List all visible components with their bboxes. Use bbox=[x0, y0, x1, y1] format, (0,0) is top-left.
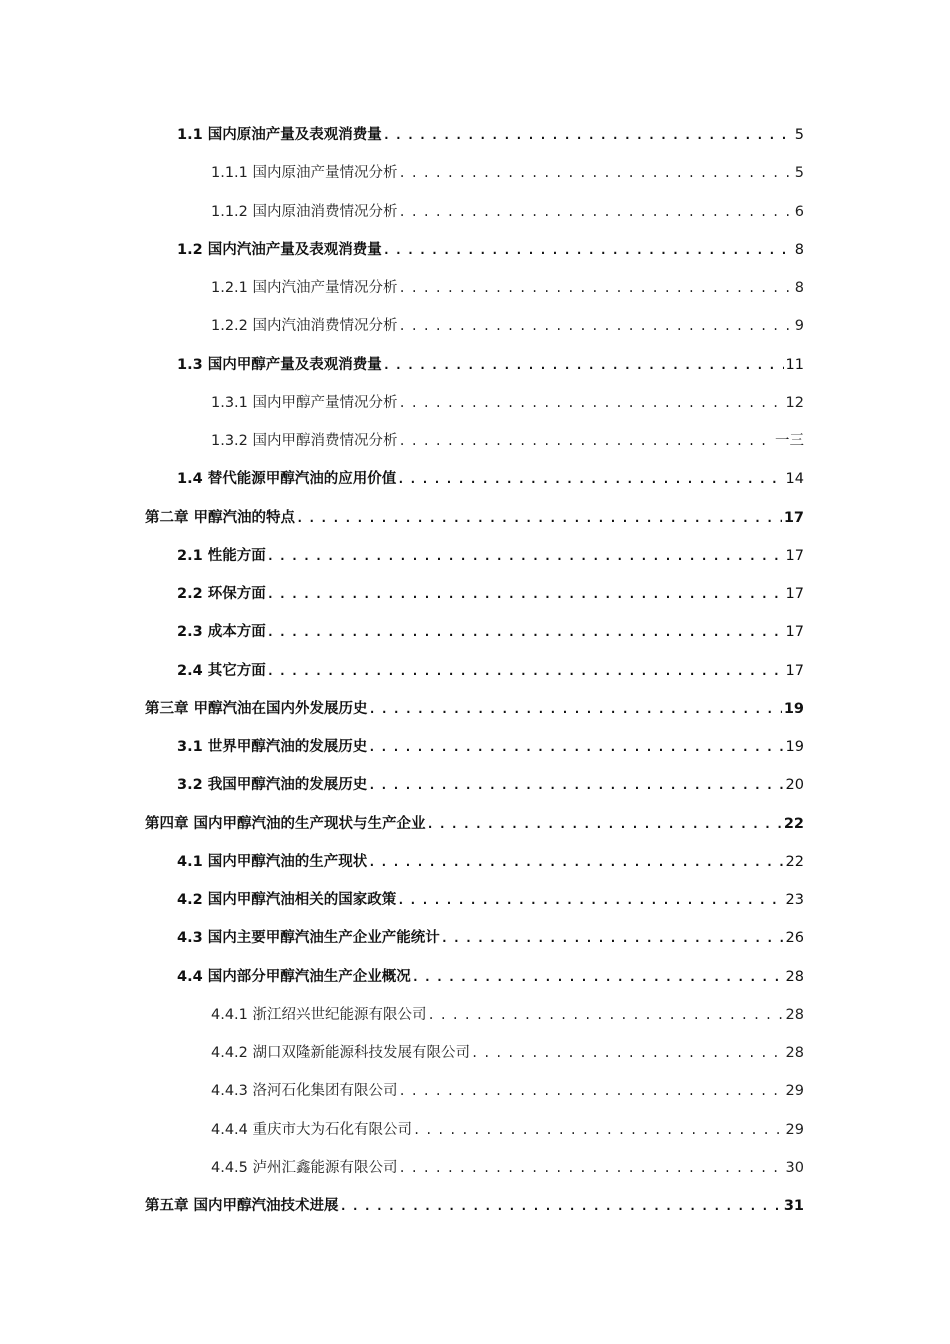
toc-entry-line bbox=[211, 269, 804, 307]
toc-entry[interactable] bbox=[0, 499, 950, 537]
toc-entry-line bbox=[177, 460, 804, 498]
toc-page-number: 23 bbox=[785, 892, 804, 908]
toc-page-number: 5 bbox=[794, 127, 804, 143]
toc-dot-leader bbox=[471, 1034, 784, 1072]
toc-page-number: 17 bbox=[783, 509, 804, 526]
toc-page-number: 5 bbox=[794, 165, 804, 182]
toc-entry-line bbox=[145, 1187, 804, 1225]
toc-entry[interactable] bbox=[0, 269, 950, 307]
toc-entry-title: 4.1 国内甲醇汽油的生产现状 bbox=[177, 853, 368, 870]
toc-entry-title: 1.2 国内汽油产量及表观消费量 bbox=[177, 241, 382, 258]
toc-dot-leader bbox=[413, 1111, 784, 1149]
toc-page-number: 9 bbox=[794, 318, 804, 335]
toc-entry-title: 4.4.1 浙江绍兴世纪能源有限公司 bbox=[211, 1006, 427, 1023]
toc-page-number: 28 bbox=[785, 968, 804, 985]
toc-entry-title: 第二章 甲醇汽油的特点 bbox=[145, 509, 296, 526]
toc-page-number: 8 bbox=[794, 280, 804, 296]
toc-page-number: 28 bbox=[785, 1045, 804, 1061]
toc-entry-line bbox=[177, 652, 804, 690]
toc-dot-leader bbox=[368, 843, 783, 881]
toc-entry[interactable] bbox=[0, 1187, 950, 1225]
toc-page-number: 30 bbox=[785, 1159, 804, 1176]
toc-page-number: 19 bbox=[785, 739, 804, 755]
toc-dot-leader bbox=[399, 384, 784, 422]
toc-entry-title: 3.1 世界甲醇汽油的发展历史 bbox=[177, 739, 368, 755]
toc-entry[interactable] bbox=[0, 919, 950, 957]
toc-entry-line bbox=[177, 881, 804, 919]
toc-entry-title: 第四章 国内甲醇汽油的生产现状与生产企业 bbox=[145, 815, 426, 832]
toc-entry-title: 1.1.1 国内原油产量情况分析 bbox=[211, 165, 398, 182]
toc-entry-line bbox=[211, 154, 804, 192]
toc-page-number: 22 bbox=[783, 815, 804, 832]
toc-entry-title: 1.2.1 国内汽油产量情况分析 bbox=[211, 280, 398, 296]
toc-entry[interactable] bbox=[0, 690, 950, 728]
toc-entry-line bbox=[211, 1149, 804, 1187]
toc-entry-line bbox=[177, 958, 804, 996]
toc-dot-leader bbox=[399, 269, 793, 307]
toc-entry[interactable] bbox=[0, 958, 950, 996]
toc-dot-leader bbox=[399, 1149, 784, 1187]
toc-page-number: 22 bbox=[785, 853, 804, 870]
toc-entry-title: 1.4 替代能源甲醇汽油的应用价值 bbox=[177, 471, 397, 488]
toc-entry-line bbox=[177, 231, 804, 269]
toc-entry-title: 1.3 国内甲醇产量及表观消费量 bbox=[177, 356, 382, 373]
toc-entry[interactable] bbox=[0, 728, 950, 766]
toc-entry[interactable] bbox=[0, 613, 950, 651]
toc-entry-line bbox=[177, 537, 804, 575]
toc-entry-line bbox=[211, 193, 804, 231]
toc-dot-leader bbox=[383, 346, 784, 384]
toc-entry[interactable] bbox=[0, 1072, 950, 1110]
toc-entry-title: 1.2.2 国内汽油消费情况分析 bbox=[211, 318, 398, 335]
toc-page-number: 29 bbox=[785, 1083, 804, 1100]
toc-entry-title: 1.3.1 国内甲醇产量情况分析 bbox=[211, 394, 398, 411]
toc-entry-title: 4.4.2 湖口双隆新能源科技发展有限公司 bbox=[211, 1045, 471, 1061]
toc-entry-line bbox=[211, 1034, 804, 1072]
toc-entry[interactable] bbox=[0, 154, 950, 192]
toc-entry[interactable] bbox=[0, 307, 950, 345]
toc-entry-title: 4.2 国内甲醇汽油相关的国家政策 bbox=[177, 892, 397, 908]
toc-entry-line bbox=[211, 422, 804, 460]
toc-dot-leader bbox=[397, 460, 783, 498]
toc-entry[interactable] bbox=[0, 996, 950, 1034]
toc-dot-leader bbox=[412, 958, 784, 996]
toc-dot-leader bbox=[267, 537, 784, 575]
toc-dot-leader bbox=[441, 919, 784, 957]
toc-entry-line bbox=[177, 766, 804, 804]
toc-entry-line bbox=[145, 805, 804, 843]
toc-entry-title: 4.4.4 重庆市大为石化有限公司 bbox=[211, 1121, 413, 1138]
toc-entry-line bbox=[177, 613, 804, 651]
toc-entry-line bbox=[211, 1111, 804, 1149]
toc-dot-leader bbox=[296, 499, 782, 537]
toc-page-number: 6 bbox=[794, 203, 804, 220]
toc-entry[interactable] bbox=[0, 231, 950, 269]
toc-entry[interactable] bbox=[0, 1111, 950, 1149]
toc-dot-leader bbox=[427, 805, 782, 843]
toc-dot-leader bbox=[383, 116, 793, 154]
toc-entry-line bbox=[177, 346, 804, 384]
toc-page-number: 29 bbox=[785, 1121, 804, 1138]
toc-entry-line bbox=[177, 116, 804, 154]
toc-page-number: 20 bbox=[785, 777, 804, 794]
toc-dot-leader bbox=[428, 996, 784, 1034]
toc-entry-title: 2.2 环保方面 bbox=[177, 586, 266, 602]
toc-entry-title: 第三章 甲醇汽油在国内外发展历史 bbox=[145, 700, 368, 717]
toc-page-number: 14 bbox=[785, 471, 804, 488]
toc-entry-line bbox=[177, 575, 804, 613]
toc-dot-leader bbox=[383, 231, 793, 269]
toc-entry-title: 2.3 成本方面 bbox=[177, 624, 266, 641]
toc-entry-title: 第五章 国内甲醇汽油技术进展 bbox=[145, 1198, 339, 1214]
toc-page-number: 8 bbox=[794, 241, 804, 258]
toc-entry[interactable] bbox=[0, 422, 950, 460]
toc-dot-leader bbox=[399, 193, 793, 231]
toc-page-number: 26 bbox=[785, 930, 804, 947]
toc-dot-leader bbox=[368, 728, 783, 766]
toc-entry[interactable] bbox=[0, 1034, 950, 1072]
toc-entry-line bbox=[211, 996, 804, 1034]
toc-entry-title: 1.3.2 国内甲醇消费情况分析 bbox=[211, 433, 398, 449]
toc-entry-title: 4.4.3 洛河石化集团有限公司 bbox=[211, 1083, 398, 1100]
toc-dot-leader bbox=[267, 613, 784, 651]
toc-entry-line bbox=[145, 690, 804, 728]
toc-dot-leader bbox=[368, 766, 783, 804]
toc-entry[interactable] bbox=[0, 843, 950, 881]
toc-entry[interactable] bbox=[0, 805, 950, 843]
toc-entry-line bbox=[211, 307, 804, 345]
toc-entry-line bbox=[211, 1072, 804, 1110]
toc-page-number: 17 bbox=[785, 624, 804, 641]
toc-entry-line bbox=[145, 499, 804, 537]
toc-dot-leader bbox=[399, 154, 793, 192]
toc-dot-leader bbox=[399, 422, 773, 460]
toc-dot-leader bbox=[267, 652, 784, 690]
toc-page-number: 17 bbox=[785, 586, 804, 602]
toc-page-number: 19 bbox=[783, 700, 804, 717]
toc-dot-leader bbox=[369, 690, 782, 728]
toc-entry-title: 1.1 国内原油产量及表观消费量 bbox=[177, 127, 382, 143]
toc-entry[interactable] bbox=[0, 1149, 950, 1187]
toc-page-number: 31 bbox=[783, 1198, 804, 1214]
toc-entry-title: 2.4 其它方面 bbox=[177, 662, 266, 679]
toc-entry[interactable] bbox=[0, 346, 950, 384]
toc-page-number: 一三 bbox=[775, 433, 804, 449]
toc-entry-title: 4.4.5 泸州汇鑫能源有限公司 bbox=[211, 1159, 398, 1176]
toc-page-number: 17 bbox=[785, 547, 804, 564]
toc-entry-line bbox=[211, 384, 804, 422]
toc-page-number: 12 bbox=[785, 394, 804, 411]
toc-entry-line bbox=[177, 919, 804, 957]
table-of-contents bbox=[0, 116, 950, 1225]
toc-entry-line bbox=[177, 728, 804, 766]
toc-entry-title: 4.4 国内部分甲醇汽油生产企业概况 bbox=[177, 968, 411, 985]
toc-dot-leader bbox=[267, 575, 784, 613]
toc-entry[interactable] bbox=[0, 116, 950, 154]
toc-entry-line bbox=[177, 843, 804, 881]
toc-entry[interactable] bbox=[0, 881, 950, 919]
toc-page-number: 17 bbox=[785, 662, 804, 679]
toc-entry[interactable] bbox=[0, 766, 950, 804]
toc-entry[interactable] bbox=[0, 652, 950, 690]
toc-entry-title: 2.1 性能方面 bbox=[177, 547, 266, 564]
toc-entry-title: 1.1.2 国内原油消费情况分析 bbox=[211, 203, 398, 220]
toc-entry[interactable] bbox=[0, 575, 950, 613]
toc-entry[interactable] bbox=[0, 537, 950, 575]
toc-entry-title: 3.2 我国甲醇汽油的发展历史 bbox=[177, 777, 368, 794]
toc-dot-leader bbox=[399, 1072, 784, 1110]
toc-dot-leader bbox=[397, 881, 783, 919]
toc-entry[interactable] bbox=[0, 384, 950, 422]
toc-dot-leader bbox=[399, 307, 793, 345]
toc-page-number: 11 bbox=[785, 356, 804, 373]
toc-entry[interactable] bbox=[0, 460, 950, 498]
toc-dot-leader bbox=[340, 1187, 782, 1225]
toc-page-number: 28 bbox=[785, 1006, 804, 1023]
toc-entry-title: 4.3 国内主要甲醇汽油生产企业产能统计 bbox=[177, 930, 440, 947]
toc-entry[interactable] bbox=[0, 193, 950, 231]
